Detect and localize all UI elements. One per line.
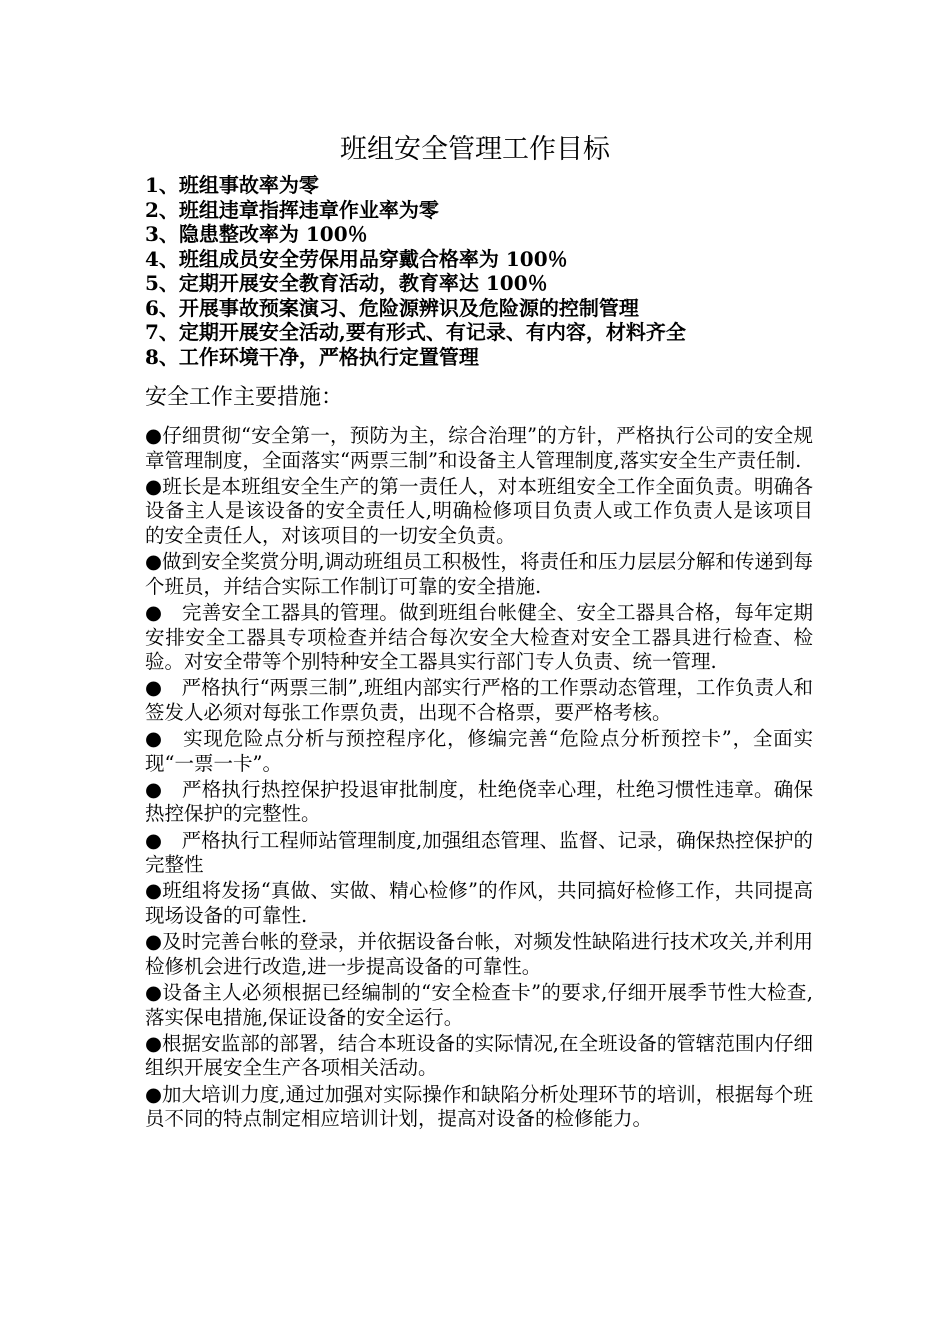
measure-item: ● 严格执行热控保护投退审批制度，杜绝侥幸心理，杜绝习惯性违章。确保热控保护的完整性。 (145, 777, 813, 826)
measure-item: ●加大培训力度,通过加强对实际操作和缺陷分析处理环节的培训，根据每个班员不同的特点制定相应培训计划，提高对设备的检修能力。 (145, 1082, 813, 1131)
measure-item: ●设备主人必须根据已经编制的“安全检查卡”的要求,仔细开展季节性大检查,落实保电措施,保证设备的安全运行。 (145, 981, 813, 1029)
goal-item: 3、隐患整改率为 100％ (145, 222, 368, 246)
measure-item: ● 严格执行工程师站管理制度,加强组态管理、监督、记录，确保热控保护的完整性 (145, 828, 813, 877)
measure-item: ●班组将发扬“真做、实做、精心检修”的作风，共同搞好检修工作，共同提高现场设备的可靠性. (145, 879, 813, 928)
goal-item: 7、定期开展安全活动,要有形式、有记录、有内容，材料齐全 (145, 320, 686, 344)
goal-item: 4、班组成员安全劳保用品穿戴合格率为 100％ (145, 246, 568, 271)
measures-list (145, 424, 813, 1133)
goal-item: 5、定期开展安全教育活动，教育率达 100％ (145, 271, 548, 295)
measure-item: ● 完善安全工器具的管理。做到班组台帐健全、安全工器具合格，每年定期安排安全工器具专项检查并结合每次安全大检查对安全工器具进行检查、检验。对安全带等个别特种安全工器具实行部门专人负责、统一管理. (145, 600, 813, 674)
measures-heading: 安全工作主要措施： (145, 385, 344, 410)
measure-item: ●班长是本班组安全生产的第一责任人，对本班组安全工作全面负责。明确各设备主人是该设备的安全责任人,明确检修项目负责人或工作负责人是该项目的安全责任人，对该项目的一切安全负责。 (145, 474, 813, 547)
goals-list (145, 173, 845, 369)
goal-item: 8、工作环境干净，严格执行定置管理 (145, 344, 479, 369)
goal-item: 2、班组违章指挥违章作业率为零 (145, 197, 439, 222)
measure-item: ●及时完善台帐的登录，并依据设备台帐，对频发性缺陷进行技术攻关,并利用检修机会进行改造,进一步提高设备的可靠性。 (145, 930, 813, 978)
measure-item: ●仔细贯彻“安全第一，预防为主，综合治理”的方针，严格执行公司的安全规章管理制度，全面落实“两票三制”和设备主人管理制度,落实安全生产责任制. (145, 424, 813, 472)
goal-item: 1、班组事故率为零 (145, 173, 319, 197)
measure-item: ● 严格执行“两票三制”,班组内部实行严格的工作票动态管理，工作负责人和签发人必须对每张工作票负责，出现不合格票，要严格考核。 (145, 676, 813, 724)
measure-item: ●做到安全奖赏分明,调动班组员工积极性，将责任和压力层层分解和传递到每个班员，并结合实际工作制订可靠的安全措施. (145, 550, 813, 598)
measure-item: ●根据安监部的部署，结合本班设备的实际情况,在全班设备的管辖范围内仔细组织开展安全生产各项相关活动。 (145, 1031, 813, 1080)
goal-item: 6、开展事故预案演习、危险源辨识及危险源的控制管理 (145, 295, 639, 320)
measure-item: ● 实现危险点分析与预控程序化，修编完善“危险点分析预控卡”，全面实现“一票一卡”。 (145, 727, 813, 775)
document-title: 班组安全管理工作目标 (340, 134, 610, 165)
